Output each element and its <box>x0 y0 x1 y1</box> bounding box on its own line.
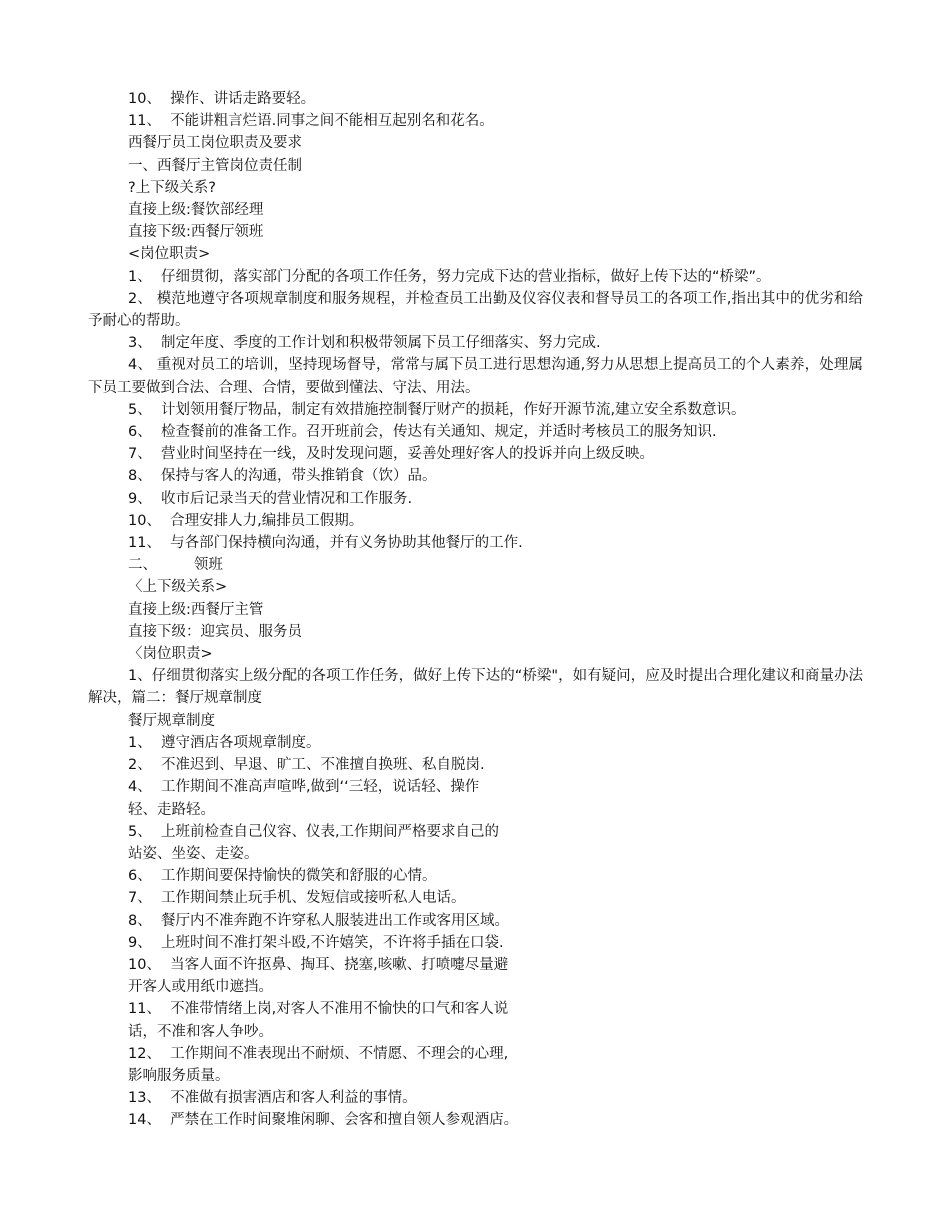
text-line: 7、 工作期间禁止玩手机、发短信或接听私人电话。 <box>128 890 466 907</box>
text-line: 话，不准和客人争吵。 <box>128 1023 273 1040</box>
text-line: 9、 上班时间不准打架斗殴,不许嬉笑，不许将手插在口袋. <box>128 934 504 951</box>
text-line: 直接下级:西餐厅领班 <box>128 224 264 241</box>
text-line: ?上下级关系? <box>128 179 216 196</box>
text-line: 站姿、坐姿、走姿。 <box>128 845 259 862</box>
text-line: 12、 工作期间不准表现出不耐烦、不情愿、不理会的心理, <box>128 1045 509 1062</box>
text-line: 餐厅规章制度 <box>128 712 215 729</box>
document-body <box>88 88 863 1132</box>
text-line: 3、 制定年度、季度的工作计划和积极带领属下员工仔细落实、努力完成. <box>128 335 601 352</box>
text-line: 二、 领班 <box>128 557 223 574</box>
text-line: 1、仔细贯彻落实上级分配的各项工作任务，做好上传下达的“桥梁"，如有疑问，应及时提出合理化建议和商量办法解决，篇二：餐厅规章制度 <box>88 668 863 707</box>
text-line: 1、 遵守酒店各项规章制度。 <box>128 734 321 751</box>
text-line: 11、 不准带情绪上岗,对客人不准用不愉快的口气和客人说 <box>128 1001 509 1018</box>
text-line: 直接上级:餐饮部经理 <box>128 202 264 219</box>
text-line: 〈岗位职责> <box>128 646 213 663</box>
text-line: 影响服务质量。 <box>128 1067 230 1084</box>
text-line: 8、 餐厅内不准奔跑不许穿私人服装进出工作或客用区域。 <box>128 912 509 929</box>
text-line: 一、西餐厅主管岗位责任制 <box>128 157 302 174</box>
text-line: 4、 重视对员工的培训，坚持现场督导，常常与属下员工进行思想沟通,努力从思想上提高员工的个人素养，处理属下员工要做到合法、合理、合情，要做到懂法、守法、用法。 <box>88 357 863 396</box>
text-line: 14、 严禁在工作时间聚堆闲聊、会客和擅自领人参观酒店。 <box>128 1112 519 1129</box>
text-line: 开客人或用纸巾遮挡。 <box>128 979 273 996</box>
text-line: 13、 不准做有损害酒店和客人利益的事情。 <box>128 1090 417 1107</box>
text-line: 西餐厅员工岗位职责及要求 <box>128 135 302 152</box>
text-line: 直接上级:西餐厅主管 <box>128 601 264 618</box>
text-line: 6、 检查餐前的准备工作。召开班前会，传达有关通知、规定，并适时考核员工的服务知识. <box>128 424 717 441</box>
text-line: 7、 营业时间坚持在一线，及时发现问题，妥善处理好客人的投诉并向上级反映。 <box>128 446 654 463</box>
text-line: 6、 工作期间要保持愉快的微笑和舒服的心情。 <box>128 868 437 885</box>
text-line: 11、 不能讲粗言烂语.同事之间不能相互起别名和花名。 <box>128 113 494 130</box>
text-line: 9、 收市后记录当天的营业情况和工作服务. <box>128 490 413 507</box>
text-line: 10、 操作、讲话走路要轻。 <box>128 91 316 107</box>
text-line: 2、 模范地遵守各项规章制度和服务规程，并检查员工出勤及仪容仪表和督导员工的各项工作,指出其中的优劣和给予耐心的帮助。 <box>88 290 863 330</box>
text-line: 10、 合理安排人力,编排员工假期。 <box>128 512 364 529</box>
text-line: 10、 当客人面不许抠鼻、掏耳、挠塞,咳嗽、打喷嚏尽量避 <box>128 956 509 973</box>
text-line: 5、 上班前检查自己仪容、仪表,工作期间严格要求自己的 <box>128 823 500 840</box>
text-line: 4、 工作期间不准高声喧哗,做到‘‘三轻，说话轻、操作 <box>128 779 480 796</box>
text-line: <岗位职责> <box>128 246 211 263</box>
text-line: 2、 不准迟到、早退、旷工、不准擅自换班、私自脱岗. <box>128 757 485 774</box>
text-line: 11、 与各部门保持横向沟通，并有义务协助其他餐厅的工作. <box>128 535 523 552</box>
text-line: 8、 保持与客人的沟通，带头推销食（饮）品。 <box>128 468 437 485</box>
text-line: 〈上下级关系> <box>128 579 228 596</box>
text-line: 轻、走路轻。 <box>128 801 215 818</box>
text-line: 直接下级：迎宾员、服务员 <box>128 623 302 640</box>
text-line: 5、 计划领用餐厅物品，制定有效措施控制餐厅财产的损耗，作好开源节流,建立安全系数意识。 <box>128 401 746 418</box>
text-line: 1、 仔细贯彻，落实部门分配的各项工作任务，努力完成下达的营业指标，做好上传下达的“桥梁”。 <box>128 268 771 285</box>
